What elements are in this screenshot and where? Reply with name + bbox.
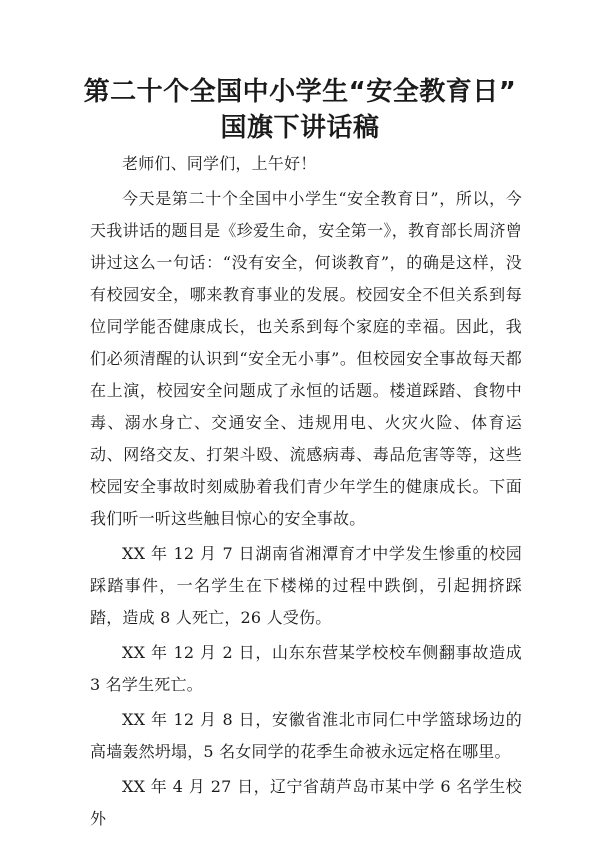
document-title-line-2: 国旗下讲话稿 bbox=[220, 113, 380, 143]
paragraph-incident-shandong: XX 年 12 月 2 日，山东东营某学校校车侧翻事故造成 3 名学生死亡。 bbox=[90, 643, 522, 694]
paragraph-incident-anhui: XX 年 12 月 8 日，安徽省淮北市同仁中学篮球场边的高墙轰然坍塌，5 名女同学的花季生命被永远定格在哪里。 bbox=[90, 710, 522, 761]
paragraph-incident-hunan: XX 年 12 月 7 日湖南省湘潭育才中学发生惨重的校园踩踏事件，一名学生在下楼梯的过程中跌倒，引起拥挤踩踏，造成 8 人死亡，26 人受伤。 bbox=[90, 544, 522, 627]
document-body bbox=[90, 148, 522, 838]
paragraph-intro: 今天是第二十个全国中小学生“安全教育日”，所以，今天我讲话的题目是《珍爱生命，安全第一》，教育部长周济曾讲过这么一句话：“没有安全，何谈教育”，的确是这样，没有校园安全，哪来教育事业的发展。校园安全不但关系到每位同学能否健康成长，也关系到每个家庭的幸福。因此，我们必须清醒的认识到“安全无小事”。但校园安全事故每天都在上演，校园安全问题成了永恒的话题。楼道踩踏、食物中毒、溺水身亡、交通安全、违规用电、火灾火险、体育运动、网络交友、打架斗殴、流感病毒、毒品危害等等，这些校园安全事故时刻威胁着我们青少年学生的健康成长。下面我们听一听这些触目惊心的安全事故。 bbox=[90, 189, 522, 528]
paragraph-greeting: 老师们、同学们，上午好！ bbox=[122, 154, 317, 173]
document-title-line-1: 第二十个全国中小学生“安全教育日” bbox=[83, 77, 517, 107]
paragraph-incident-liaoning: XX 年 4 月 27 日，辽宁省葫芦岛市某中学 6 名学生校外 bbox=[90, 777, 522, 828]
